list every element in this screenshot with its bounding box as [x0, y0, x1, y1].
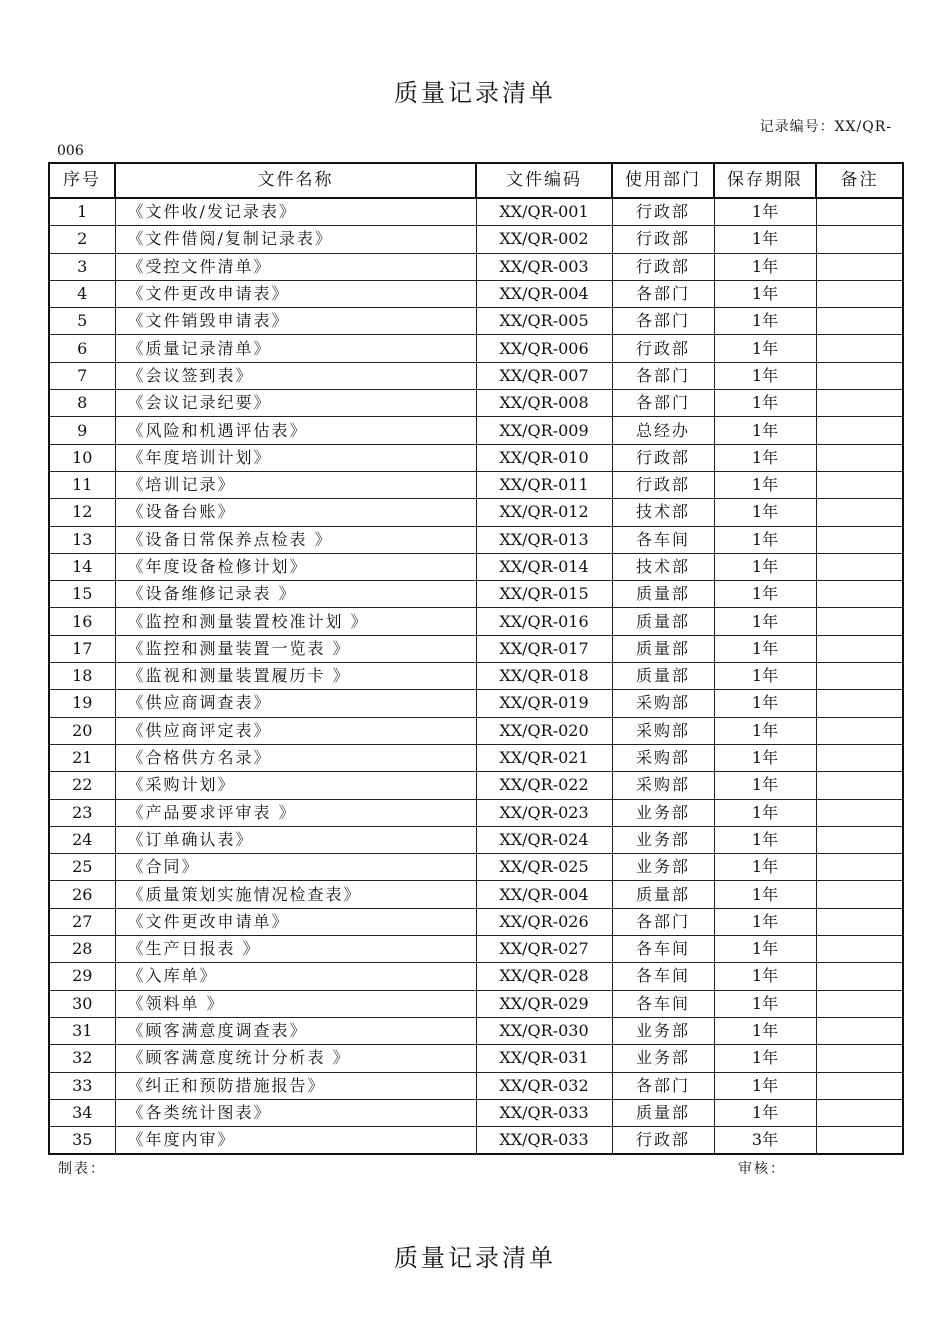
record-number-continued: 006	[57, 143, 84, 159]
row-index: 29	[49, 963, 115, 990]
table-row	[49, 963, 903, 990]
header-index: 序号	[49, 163, 115, 198]
row-department: 行政部	[612, 444, 714, 471]
row-file-code: XX/QR-031	[476, 1045, 612, 1072]
row-file-name: 《受控文件清单》	[115, 253, 476, 280]
table-row	[49, 581, 903, 608]
row-department: 各部门	[612, 908, 714, 935]
row-department: 业务部	[612, 799, 714, 826]
row-department: 质量部	[612, 663, 714, 690]
row-file-name: 《各类统计图表》	[115, 1099, 476, 1126]
maker-label: 制表：	[58, 1161, 106, 1177]
row-retention: 3年	[714, 1127, 816, 1155]
row-remarks	[816, 1045, 903, 1072]
table-row	[49, 308, 903, 335]
row-remarks	[816, 335, 903, 362]
row-file-name: 《文件销毁申请表》	[115, 308, 476, 335]
row-retention: 1年	[714, 362, 816, 389]
row-remarks	[816, 663, 903, 690]
row-index: 35	[49, 1127, 115, 1155]
row-index: 12	[49, 499, 115, 526]
page-title: 质量记录清单	[394, 79, 556, 107]
row-retention: 1年	[714, 690, 816, 717]
table-row	[49, 553, 903, 580]
row-file-name: 《供应商评定表》	[115, 717, 476, 744]
table-row	[49, 635, 903, 662]
row-retention: 1年	[714, 280, 816, 307]
row-department: 采购部	[612, 690, 714, 717]
row-retention: 1年	[714, 772, 816, 799]
row-department: 采购部	[612, 772, 714, 799]
row-remarks	[816, 908, 903, 935]
row-file-name: 《设备台账》	[115, 499, 476, 526]
row-retention: 1年	[714, 744, 816, 771]
table-row	[49, 499, 903, 526]
table-row	[49, 990, 903, 1017]
row-remarks	[816, 990, 903, 1017]
table-row	[49, 608, 903, 635]
row-file-code: XX/QR-004	[476, 280, 612, 307]
table-row	[49, 772, 903, 799]
row-file-code: XX/QR-007	[476, 362, 612, 389]
row-retention: 1年	[714, 198, 816, 226]
row-retention: 1年	[714, 226, 816, 253]
row-department: 质量部	[612, 881, 714, 908]
table-row	[49, 335, 903, 362]
table-row	[49, 280, 903, 307]
row-file-name: 《质量记录清单》	[115, 335, 476, 362]
row-remarks	[816, 744, 903, 771]
row-remarks	[816, 1099, 903, 1126]
row-index: 34	[49, 1099, 115, 1126]
row-file-code: XX/QR-008	[476, 390, 612, 417]
row-file-name: 《合格供方名录》	[115, 744, 476, 771]
table-row	[49, 1045, 903, 1072]
table-row	[49, 908, 903, 935]
row-department: 业务部	[612, 854, 714, 881]
row-index: 22	[49, 772, 115, 799]
row-file-code: XX/QR-033	[476, 1127, 612, 1155]
row-remarks	[816, 308, 903, 335]
row-index: 14	[49, 553, 115, 580]
row-retention: 1年	[714, 1072, 816, 1099]
row-department: 业务部	[612, 826, 714, 853]
row-index: 32	[49, 1045, 115, 1072]
row-file-name: 《采购计划》	[115, 772, 476, 799]
row-index: 27	[49, 908, 115, 935]
table-row	[49, 744, 903, 771]
row-remarks	[816, 690, 903, 717]
row-file-name: 《产品要求评审表 》	[115, 799, 476, 826]
table-row	[49, 526, 903, 553]
row-department: 业务部	[612, 1017, 714, 1044]
second-page-title: 质量记录清单	[394, 1244, 556, 1272]
row-department: 行政部	[612, 1127, 714, 1155]
row-retention: 1年	[714, 826, 816, 853]
row-index: 17	[49, 635, 115, 662]
row-retention: 1年	[714, 963, 816, 990]
row-file-code: XX/QR-005	[476, 308, 612, 335]
table-row	[49, 471, 903, 498]
row-remarks	[816, 253, 903, 280]
row-file-code: XX/QR-025	[476, 854, 612, 881]
row-retention: 1年	[714, 717, 816, 744]
row-file-name: 《监视和测量装置履历卡 》	[115, 663, 476, 690]
row-department: 各部门	[612, 362, 714, 389]
table-row	[49, 1072, 903, 1099]
row-remarks	[816, 608, 903, 635]
row-file-code: XX/QR-024	[476, 826, 612, 853]
row-retention: 1年	[714, 390, 816, 417]
row-file-code: XX/QR-019	[476, 690, 612, 717]
review-label: 审核：	[738, 1161, 786, 1177]
table-row	[49, 253, 903, 280]
row-file-name: 《年度内审》	[115, 1127, 476, 1155]
row-file-name: 《年度设备检修计划》	[115, 553, 476, 580]
row-retention: 1年	[714, 553, 816, 580]
row-file-name: 《风险和机遇评估表》	[115, 417, 476, 444]
row-file-code: XX/QR-016	[476, 608, 612, 635]
table-row	[49, 1127, 903, 1155]
row-file-name: 《培训记录》	[115, 471, 476, 498]
row-file-code: XX/QR-032	[476, 1072, 612, 1099]
row-remarks	[816, 226, 903, 253]
table-row	[49, 854, 903, 881]
header-remarks: 备注	[816, 163, 903, 198]
row-index: 4	[49, 280, 115, 307]
row-index: 19	[49, 690, 115, 717]
row-file-code: XX/QR-014	[476, 553, 612, 580]
row-department: 各部门	[612, 1072, 714, 1099]
row-file-code: XX/QR-001	[476, 198, 612, 226]
row-department: 各车间	[612, 526, 714, 553]
row-retention: 1年	[714, 908, 816, 935]
row-file-name: 《文件更改申请表》	[115, 280, 476, 307]
row-file-name: 《生产日报表 》	[115, 936, 476, 963]
row-index: 11	[49, 471, 115, 498]
row-index: 10	[49, 444, 115, 471]
header-department: 使用部门	[612, 163, 714, 198]
row-remarks	[816, 499, 903, 526]
row-department: 各部门	[612, 308, 714, 335]
row-remarks	[816, 635, 903, 662]
table-row	[49, 717, 903, 744]
header-file-name: 文件名称	[115, 163, 476, 198]
row-retention: 1年	[714, 990, 816, 1017]
row-department: 行政部	[612, 198, 714, 226]
row-index: 13	[49, 526, 115, 553]
table-row	[49, 362, 903, 389]
table-row	[49, 444, 903, 471]
row-index: 28	[49, 936, 115, 963]
row-remarks	[816, 881, 903, 908]
table-row	[49, 826, 903, 853]
row-file-code: XX/QR-012	[476, 499, 612, 526]
row-retention: 1年	[714, 499, 816, 526]
row-remarks	[816, 581, 903, 608]
row-file-code: XX/QR-003	[476, 253, 612, 280]
row-file-code: XX/QR-030	[476, 1017, 612, 1044]
table-row	[49, 417, 903, 444]
row-file-code: XX/QR-029	[476, 990, 612, 1017]
row-file-code: XX/QR-022	[476, 772, 612, 799]
row-retention: 1年	[714, 799, 816, 826]
row-index: 18	[49, 663, 115, 690]
row-file-code: XX/QR-013	[476, 526, 612, 553]
table-row	[49, 1099, 903, 1126]
row-department: 质量部	[612, 1099, 714, 1126]
row-file-name: 《领料单 》	[115, 990, 476, 1017]
row-remarks	[816, 1017, 903, 1044]
row-index: 1	[49, 198, 115, 226]
header-retention: 保存期限	[714, 163, 816, 198]
row-file-name: 《监控和测量装置一览表 》	[115, 635, 476, 662]
row-file-name: 《顾客满意度调查表》	[115, 1017, 476, 1044]
row-file-code: XX/QR-021	[476, 744, 612, 771]
row-remarks	[816, 1127, 903, 1155]
table-header-row	[49, 163, 903, 198]
row-retention: 1年	[714, 253, 816, 280]
row-remarks	[816, 826, 903, 853]
table-row	[49, 936, 903, 963]
row-index: 16	[49, 608, 115, 635]
row-retention: 1年	[714, 854, 816, 881]
row-remarks	[816, 963, 903, 990]
row-file-name: 《订单确认表》	[115, 826, 476, 853]
row-retention: 1年	[714, 1099, 816, 1126]
row-department: 行政部	[612, 253, 714, 280]
row-department: 技术部	[612, 499, 714, 526]
row-file-code: XX/QR-009	[476, 417, 612, 444]
row-department: 各车间	[612, 963, 714, 990]
row-remarks	[816, 417, 903, 444]
row-file-name: 《文件更改申请单》	[115, 908, 476, 935]
row-retention: 1年	[714, 335, 816, 362]
row-department: 各部门	[612, 280, 714, 307]
row-index: 8	[49, 390, 115, 417]
row-file-code: XX/QR-002	[476, 226, 612, 253]
row-department: 总经办	[612, 417, 714, 444]
row-remarks	[816, 717, 903, 744]
row-file-name: 《文件借阅/复制记录表》	[115, 226, 476, 253]
row-file-code: XX/QR-010	[476, 444, 612, 471]
row-department: 各车间	[612, 990, 714, 1017]
row-remarks	[816, 390, 903, 417]
row-retention: 1年	[714, 663, 816, 690]
row-file-code: XX/QR-015	[476, 581, 612, 608]
row-index: 3	[49, 253, 115, 280]
row-index: 31	[49, 1017, 115, 1044]
row-file-name: 《设备维修记录表 》	[115, 581, 476, 608]
row-retention: 1年	[714, 308, 816, 335]
row-index: 26	[49, 881, 115, 908]
row-department: 质量部	[612, 581, 714, 608]
row-remarks	[816, 362, 903, 389]
row-file-code: XX/QR-018	[476, 663, 612, 690]
record-number: 记录编号：XX/QR-	[759, 119, 892, 135]
row-remarks	[816, 471, 903, 498]
table-row	[49, 881, 903, 908]
row-file-name: 《年度培训计划》	[115, 444, 476, 471]
row-department: 技术部	[612, 553, 714, 580]
table-body	[49, 198, 903, 1154]
table-row	[49, 799, 903, 826]
row-remarks	[816, 280, 903, 307]
row-department: 各部门	[612, 390, 714, 417]
row-department: 各车间	[612, 936, 714, 963]
row-file-name: 《会议签到表》	[115, 362, 476, 389]
table-row	[49, 198, 903, 226]
row-file-name: 《顾客满意度统计分析表 》	[115, 1045, 476, 1072]
header-file-code: 文件编码	[476, 163, 612, 198]
row-department: 行政部	[612, 226, 714, 253]
row-file-name: 《合同》	[115, 854, 476, 881]
table-row	[49, 1017, 903, 1044]
row-retention: 1年	[714, 936, 816, 963]
row-department: 质量部	[612, 635, 714, 662]
row-file-name: 《监控和测量装置校准计划 》	[115, 608, 476, 635]
row-file-code: XX/QR-033	[476, 1099, 612, 1126]
row-retention: 1年	[714, 1017, 816, 1044]
row-department: 采购部	[612, 717, 714, 744]
row-file-code: XX/QR-020	[476, 717, 612, 744]
row-file-code: XX/QR-028	[476, 963, 612, 990]
row-file-name: 《入库单》	[115, 963, 476, 990]
row-file-code: XX/QR-026	[476, 908, 612, 935]
table-row	[49, 390, 903, 417]
row-file-name: 《供应商调查表》	[115, 690, 476, 717]
table-row	[49, 663, 903, 690]
row-index: 21	[49, 744, 115, 771]
row-file-name: 《会议记录纪要》	[115, 390, 476, 417]
row-department: 业务部	[612, 1045, 714, 1072]
row-remarks	[816, 553, 903, 580]
row-retention: 1年	[714, 444, 816, 471]
row-index: 2	[49, 226, 115, 253]
row-remarks	[816, 772, 903, 799]
row-file-name: 《质量策划实施情况检查表》	[115, 881, 476, 908]
row-department: 质量部	[612, 608, 714, 635]
row-retention: 1年	[714, 1045, 816, 1072]
quality-record-table	[48, 162, 904, 1155]
row-retention: 1年	[714, 635, 816, 662]
row-file-code: XX/QR-023	[476, 799, 612, 826]
row-index: 30	[49, 990, 115, 1017]
table-row	[49, 690, 903, 717]
row-retention: 1年	[714, 417, 816, 444]
row-file-name: 《纠正和预防措施报告》	[115, 1072, 476, 1099]
row-department: 行政部	[612, 471, 714, 498]
row-file-code: XX/QR-027	[476, 936, 612, 963]
row-index: 24	[49, 826, 115, 853]
row-index: 9	[49, 417, 115, 444]
row-retention: 1年	[714, 581, 816, 608]
row-remarks	[816, 799, 903, 826]
row-retention: 1年	[714, 608, 816, 635]
row-index: 15	[49, 581, 115, 608]
row-file-code: XX/QR-011	[476, 471, 612, 498]
row-index: 23	[49, 799, 115, 826]
row-remarks	[816, 198, 903, 226]
row-file-name: 《文件收/发记录表》	[115, 198, 476, 226]
row-index: 33	[49, 1072, 115, 1099]
row-index: 7	[49, 362, 115, 389]
row-remarks	[816, 936, 903, 963]
row-file-name: 《设备日常保养点检表 》	[115, 526, 476, 553]
row-retention: 1年	[714, 471, 816, 498]
row-remarks	[816, 444, 903, 471]
row-index: 20	[49, 717, 115, 744]
row-index: 25	[49, 854, 115, 881]
row-retention: 1年	[714, 881, 816, 908]
row-remarks	[816, 1072, 903, 1099]
row-department: 采购部	[612, 744, 714, 771]
row-file-code: XX/QR-004	[476, 881, 612, 908]
row-department: 行政部	[612, 335, 714, 362]
row-index: 5	[49, 308, 115, 335]
row-index: 6	[49, 335, 115, 362]
row-retention: 1年	[714, 526, 816, 553]
row-file-code: XX/QR-006	[476, 335, 612, 362]
row-remarks	[816, 854, 903, 881]
row-remarks	[816, 526, 903, 553]
row-file-code: XX/QR-017	[476, 635, 612, 662]
table-row	[49, 226, 903, 253]
